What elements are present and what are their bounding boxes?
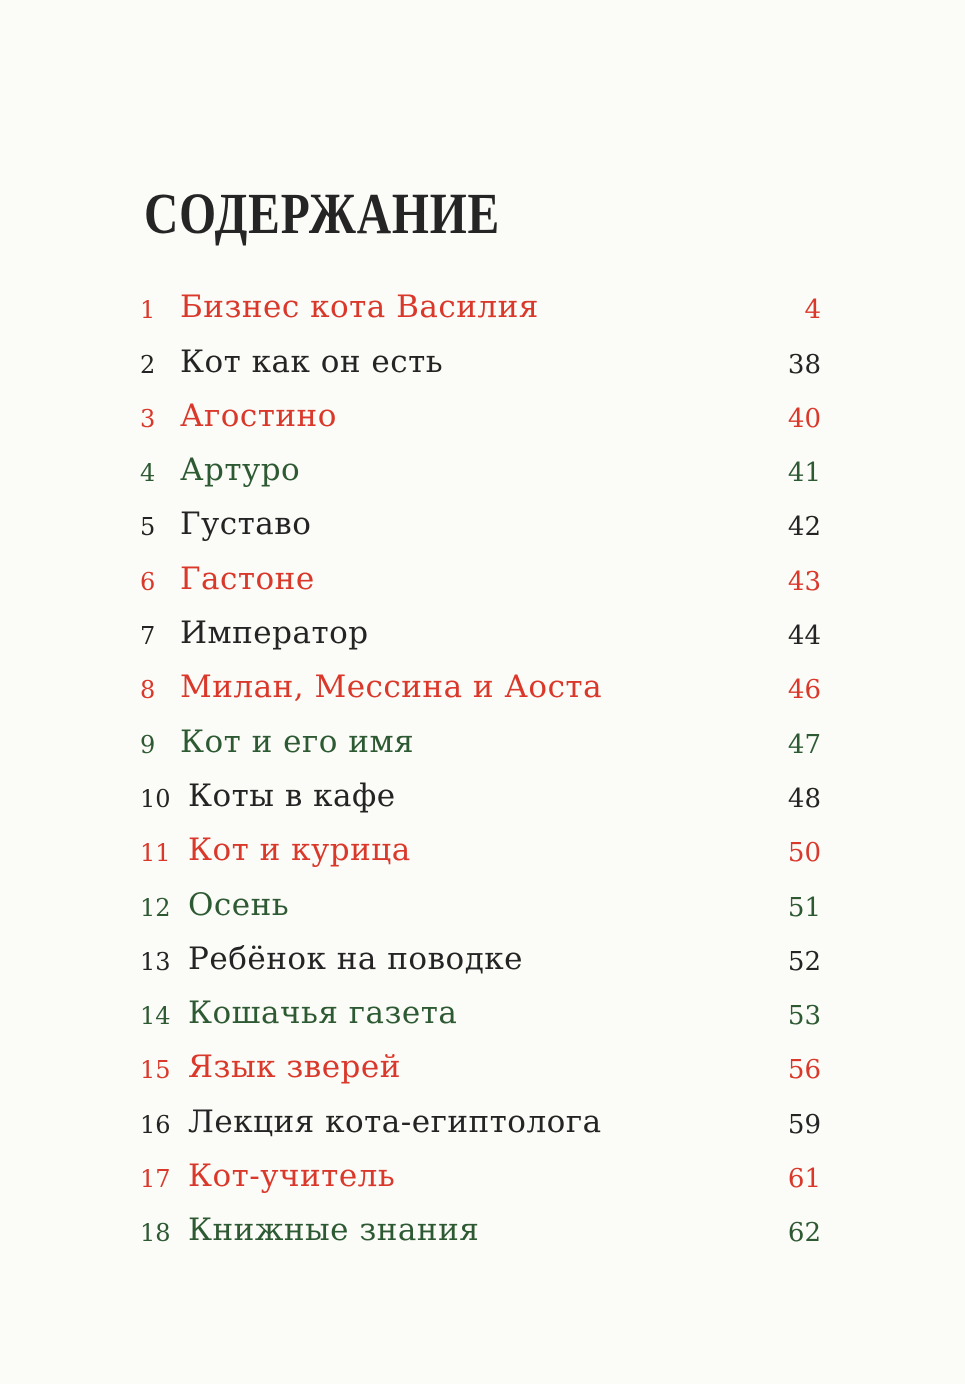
page-number: 46: [787, 675, 821, 706]
chapter-number: 1: [140, 296, 156, 325]
toc-entry[interactable]: [140, 334, 825, 388]
chapter-title: Кот и его имя: [180, 723, 415, 760]
page-number: 47: [787, 729, 821, 760]
page-number: 4: [804, 295, 821, 326]
page-number: 50: [787, 838, 821, 869]
page-number: 52: [787, 946, 821, 977]
toc-entry[interactable]: [140, 986, 825, 1040]
chapter-number: 7: [140, 622, 156, 651]
toc-entry[interactable]: [140, 823, 825, 877]
chapter-number: 17: [140, 1165, 171, 1194]
toc-entry[interactable]: [140, 606, 825, 660]
page-number: 40: [787, 403, 821, 434]
toc-entry[interactable]: [140, 1094, 825, 1148]
chapter-title: Язык зверей: [188, 1049, 401, 1086]
toc-entry[interactable]: [140, 660, 825, 714]
toc-entry[interactable]: [140, 877, 825, 931]
toc-entry[interactable]: [140, 443, 825, 497]
page-number: 62: [787, 1218, 821, 1249]
chapter-number: 13: [140, 947, 171, 976]
page-number: 61: [787, 1164, 821, 1195]
toc-entry[interactable]: [140, 1149, 825, 1203]
chapter-number: 14: [140, 1002, 171, 1031]
page-title: СОДЕРЖАНИЕ: [144, 180, 501, 246]
chapter-title: Лекция кота-египтолога: [188, 1103, 602, 1140]
chapter-number: 15: [140, 1056, 171, 1085]
page-number: 48: [787, 783, 821, 814]
chapter-number: 6: [140, 567, 156, 596]
chapter-number: 10: [140, 784, 171, 813]
chapter-number: 4: [140, 459, 156, 488]
page-number: 41: [787, 458, 821, 489]
chapter-number: 18: [140, 1219, 171, 1248]
chapter-number: 2: [140, 350, 156, 379]
chapter-number: 12: [140, 893, 171, 922]
chapter-number: 5: [140, 513, 156, 542]
chapter-title: Кот-учитель: [188, 1158, 396, 1195]
chapter-title: Коты в кафе: [188, 777, 396, 814]
chapter-number: 3: [140, 404, 156, 433]
chapter-title: Осень: [188, 886, 290, 923]
toc-entry[interactable]: [140, 932, 825, 986]
page-number: 42: [787, 512, 821, 543]
chapter-title: Милан, Мессина и Аоста: [180, 669, 603, 706]
chapter-title: Император: [180, 615, 369, 652]
table-of-contents: [140, 280, 825, 1257]
chapter-title: Ребёнок на поводке: [188, 940, 524, 977]
chapter-number: 9: [140, 730, 156, 759]
chapter-title: Густаво: [180, 506, 312, 543]
chapter-title: Кот и курица: [188, 832, 411, 869]
toc-entry[interactable]: [140, 714, 825, 768]
toc-entry[interactable]: [140, 1040, 825, 1094]
chapter-number: 11: [140, 839, 171, 868]
page-number: 56: [787, 1055, 821, 1086]
page-number: 44: [787, 621, 821, 652]
toc-entry[interactable]: [140, 769, 825, 823]
toc-entry[interactable]: [140, 389, 825, 443]
toc-entry[interactable]: [140, 551, 825, 605]
toc-entry[interactable]: [140, 1203, 825, 1257]
page-number: 51: [787, 892, 821, 923]
chapter-title: Гастоне: [180, 560, 315, 597]
page-number: 38: [787, 349, 821, 380]
chapter-title: Книжные знания: [188, 1212, 480, 1249]
page-number: 53: [787, 1001, 821, 1032]
chapter-title: Артуро: [180, 452, 301, 489]
chapter-number: 8: [140, 676, 156, 705]
chapter-title: Кот как он есть: [180, 343, 444, 380]
chapter-title: Кошачья газета: [188, 995, 458, 1032]
chapter-title: Агостино: [180, 397, 337, 434]
chapter-number: 16: [140, 1110, 171, 1139]
toc-entry[interactable]: [140, 280, 825, 334]
page-number: 43: [787, 566, 821, 597]
toc-entry[interactable]: [140, 497, 825, 551]
chapter-title: Бизнес кота Василия: [180, 289, 539, 326]
page-number: 59: [787, 1109, 821, 1140]
